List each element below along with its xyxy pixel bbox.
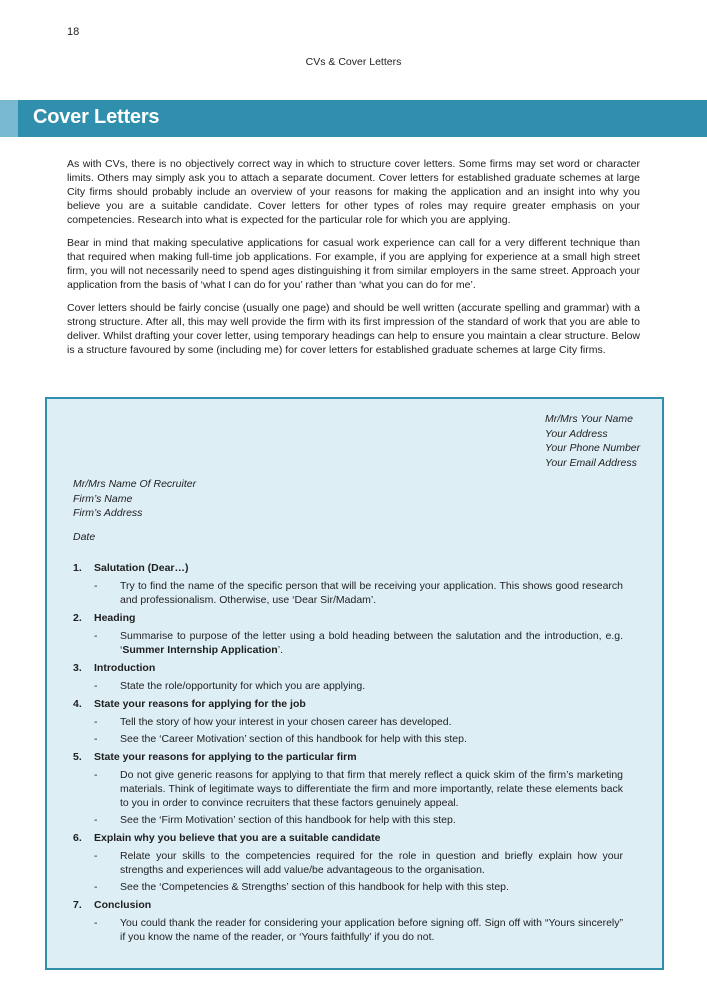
sender-line: Your Address — [545, 427, 608, 440]
recipient-line: Firm’s Address — [73, 507, 143, 519]
page-number: 18 — [67, 26, 80, 38]
step-suitable-candidate — [73, 831, 623, 894]
bullet-text-start: Summarise to purpose of the letter using a bold heading between the salutation and the introduction, e.g. ‘ — [120, 630, 623, 656]
step-number: 4. — [73, 698, 82, 710]
cover-letter-template-box — [45, 397, 664, 970]
step-heading — [73, 561, 623, 575]
step-heading-section — [73, 611, 623, 657]
step-heading — [73, 831, 623, 845]
paragraph: Bear in mind that making speculative applications for casual work experience can call for a very different technique than that required when making full-time job applications. For example, if you are applying for experience at a small high street firm, you will not necessarily need to spend ages distinguishing it from similar employers in the same street. Approach your application from the basis of ‘what I can do for you’ rather than ‘what you can do for me’. — [67, 237, 640, 291]
step-title: State your reasons for applying for the job — [94, 698, 306, 710]
bullet-text: State the role/opportunity for which you are applying. — [120, 680, 366, 692]
structure-steps-list — [73, 561, 623, 948]
dash-bullet: - — [94, 917, 98, 929]
example-heading-bold: Summer Internship Application — [122, 644, 278, 656]
step-number: 6. — [73, 832, 82, 844]
step-bullet — [73, 880, 623, 894]
step-bullet — [73, 732, 623, 746]
step-number: 7. — [73, 899, 82, 911]
step-heading — [73, 898, 623, 912]
dash-bullet: - — [94, 680, 98, 692]
paragraph: As with CVs, there is no objectively correct way in which to structure cover letters. Some firms may set word or character limits. Others may simply ask you to attach a separate document. Cover letters for established graduate schemes at large City firms should probably include an overview of your reasons for making the application and an insight into why you believe you are a suitable candidate. Cover letters for other types of roles may require greater emphasis on your competencies. Research into what is expected for the particular role for which you are applying. — [67, 158, 640, 226]
recipient-line: Firm’s Name — [73, 492, 133, 505]
bullet-text: See the ‘Career Motivation’ section of this handbook for help with this step. — [120, 733, 467, 745]
step-bullet — [73, 629, 623, 657]
sender-block — [545, 412, 640, 470]
bullet-text: You could thank the reader for considering your application before signing off. Sign off with “Yours sincerely” if you know the name of the reader, or ‘Yours faithfully’ if you do not. — [120, 917, 623, 943]
dash-bullet: - — [94, 716, 98, 728]
step-heading — [73, 750, 623, 764]
bullet-text: Try to find the name of the specific person that will be receiving your application. This shows good research and professionalism. Otherwise, use ‘Dear Sir/Madam’. — [120, 580, 623, 606]
bullet-text: Relate your skills to the competencies required for the role in question and briefly explain how your strengths and experiences will add value/be advantageous to the organisation. — [120, 850, 623, 876]
step-bullet — [73, 768, 623, 810]
sender-line: Your Email Address — [545, 456, 637, 469]
step-bullet — [73, 849, 623, 877]
bullet-text: Tell the story of how your interest in your chosen career has developed. — [120, 716, 452, 728]
step-reasons-job — [73, 697, 623, 746]
bullet-text: Do not give generic reasons for applying to that firm that merely reflect a quick skim of the firm’s marketing materials. Think of legitimate ways to differentiate the firm and more importantly, relate these elements back to you in order to convince recruiters that these factors genuinely appeal. — [120, 769, 623, 809]
step-title: Explain why you believe that you are a suitable candidate — [94, 832, 381, 844]
step-title: Introduction — [94, 662, 156, 674]
step-heading — [73, 661, 623, 675]
step-title: State your reasons for applying to the particular firm — [94, 751, 357, 763]
paragraph: Cover letters should be fairly concise (usually one page) and should be well written (accurate spelling and grammar) with a strong structure. After all, this may well provide the firm with its first impression of the standard of work that you are able to deliver. Whilst drafting your cover letter, using temporary headings can help to ensure you maintain a clear structure. Below is a structure favoured by some (including me) for cover letters for established graduate schemes at large City firms. — [67, 302, 640, 356]
dash-bullet: - — [94, 881, 98, 893]
dash-bullet: - — [94, 580, 98, 592]
section-title: Cover Letters — [33, 106, 160, 128]
dash-bullet: - — [94, 733, 98, 745]
step-bullet — [73, 813, 623, 827]
step-heading — [73, 611, 623, 625]
step-bullet — [73, 916, 623, 944]
section-header-band — [0, 100, 707, 137]
step-title: Heading — [94, 612, 136, 624]
header-accent-strip — [0, 100, 18, 137]
step-bullet — [73, 579, 623, 607]
bullet-text: See the ‘Firm Motivation’ section of this handbook for help with this step. — [120, 814, 456, 826]
step-number: 5. — [73, 751, 82, 763]
step-conclusion — [73, 898, 623, 944]
step-number: 1. — [73, 562, 82, 574]
step-number: 3. — [73, 662, 82, 674]
sender-line: Your Phone Number — [545, 442, 641, 454]
body-text — [67, 157, 640, 366]
dash-bullet: - — [94, 814, 98, 826]
dash-bullet: - — [94, 630, 98, 642]
step-salutation — [73, 561, 623, 607]
running-header: CVs & Cover Letters — [305, 56, 402, 68]
step-bullet — [73, 679, 623, 693]
dash-bullet: - — [94, 850, 98, 862]
sender-line: Mr/Mrs Your Name — [545, 413, 633, 425]
step-title: Conclusion — [94, 899, 152, 911]
step-bullet — [73, 715, 623, 729]
bullet-text-end: ’. — [277, 644, 283, 656]
bullet-text — [120, 629, 623, 657]
step-introduction — [73, 661, 623, 693]
dash-bullet: - — [94, 769, 98, 781]
step-heading — [73, 697, 623, 711]
step-title: Salutation (Dear…) — [94, 562, 189, 574]
recipient-block — [73, 477, 196, 521]
recipient-line: Mr/Mrs Name Of Recruiter — [73, 478, 197, 490]
step-reasons-firm — [73, 750, 623, 827]
date-placeholder: Date — [73, 531, 96, 543]
bullet-text: See the ‘Competencies & Strengths’ section of this handbook for help with this step. — [120, 881, 509, 893]
step-number: 2. — [73, 612, 82, 624]
